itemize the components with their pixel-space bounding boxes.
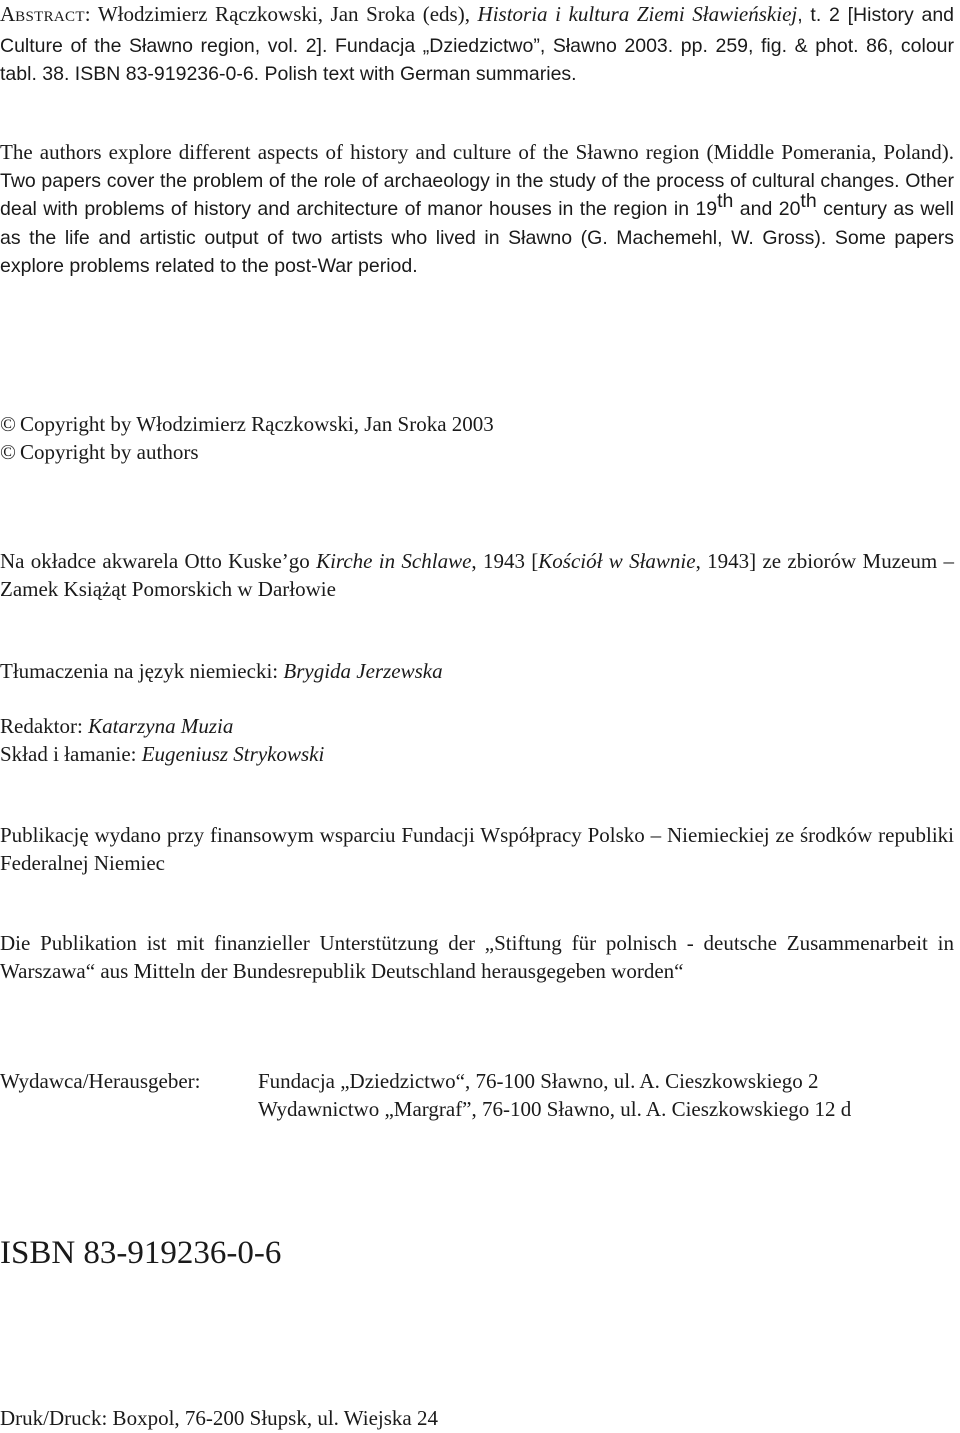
printer-credit: Druk/Druck: Boxpol, 76-200 Słupsk, ul. Wiejska 24 [0,1406,438,1430]
editor-name: Katarzyna Muzia [88,714,234,738]
summary-paragraph [0,139,954,281]
summary-body-c: century as well as the life and artistic output of two artists who lived in Sławno (G. Machemehl, W. Gross). Some papers explore problems related to the post-War period. [0,198,954,277]
abstract-paragraph [0,1,954,89]
cover-credit: Na okładce akwarela Otto Kuske’go Kirche in Schlawe, 1943 [Kościół w Sławnie, 1943] ze zbiorów Muzeum – Zamek Książąt Pomorskich w Darłowie [0,549,954,601]
publisher-address-2: Wydawnictwo „Margraf”, 76-100 Sławno, ul. A. Cieszkowskiego 12 d [258,1096,852,1121]
editor-credit: Redaktor: Katarzyna Muzia [0,714,234,738]
publisher-row-1 [0,1068,954,1096]
summary-sup-th-1: th [717,190,734,212]
publisher-row-2 [0,1096,954,1124]
abstract-label: ABSTRACT: [0,2,91,26]
abstract-editors: Włodzimierz Rączkowski, Jan Sroka (eds), [90,2,478,26]
funding-note-pl: Publikację wydano przy finansowym wsparciu Fundacji Współpracy Polsko – Niemieckiej ze środków republiki Federalnej Niemiec [0,823,954,875]
typesetter-name: Eugeniusz Strykowski [141,741,325,766]
summary-body-b: and 20 [733,198,801,220]
copyright-icon: © [0,439,16,464]
copyright-line-editors: © Copyright by Włodzimierz Rączkowski, Jan Sroka 2003 [0,411,954,439]
copyright-block [0,411,954,466]
funding-note-de: Die Publikation ist mit finanzieller Unterstützung der „Stiftung für polnisch - deutsche Zusammenarbeit in Warszawa“ aus Mitteln der Bundesrepublik Deutschland herausgegeben worden“ [0,931,954,983]
publisher-block [0,1068,954,1123]
editorial-credits [0,713,954,768]
abstract-bibliographic-details: , t. 2 [History and Culture of the Sławno region, vol. 2]. Fundacja „Dziedzictwo”, Sławno 2003. pp. 259, fig. & phot. 86, colour tabl. 38. ISBN 83-919236-0-6. Polish text with German summaries. [0,4,955,85]
isbn-number: ISBN 83-919236-0-6 [0,1235,282,1271]
summary-sup-th-2: th [800,190,817,212]
translator-name: Brygida Jerzewska [283,659,443,683]
copyright-line-authors: © Copyright by authors [0,439,954,467]
summary-body-a: Two papers cover the problem of the role of archaeology in the study of the process of cultural changes. Other deal with problems of history and architecture of manor houses in the region in 19 [0,169,954,220]
abstract-book-title: Historia i kultura Ziemi Sławieńskiej [477,2,798,26]
publisher-label: Wydawca/Herausgeber: [0,1069,201,1093]
cover-artwork-title-de: Kirche in Schlawe [316,549,472,573]
copyright-icon: © [0,412,16,436]
typesetting-credit: Skład i łamanie: Eugeniusz Strykowski [0,741,325,766]
summary-intro: The authors explore different aspects of history and culture of the Sławno region (Middle Pomerania, Poland). [0,140,954,164]
translation-credit: Tłumaczenia na język niemiecki: Brygida Jerzewska [0,659,443,683]
publisher-address-1: Fundacja „Dziedzictwo“, 76-100 Sławno, ul. A. Cieszkowskiego 2 [258,1069,819,1093]
cover-artwork-title-pl: Kościół w Sławnie [538,549,696,573]
